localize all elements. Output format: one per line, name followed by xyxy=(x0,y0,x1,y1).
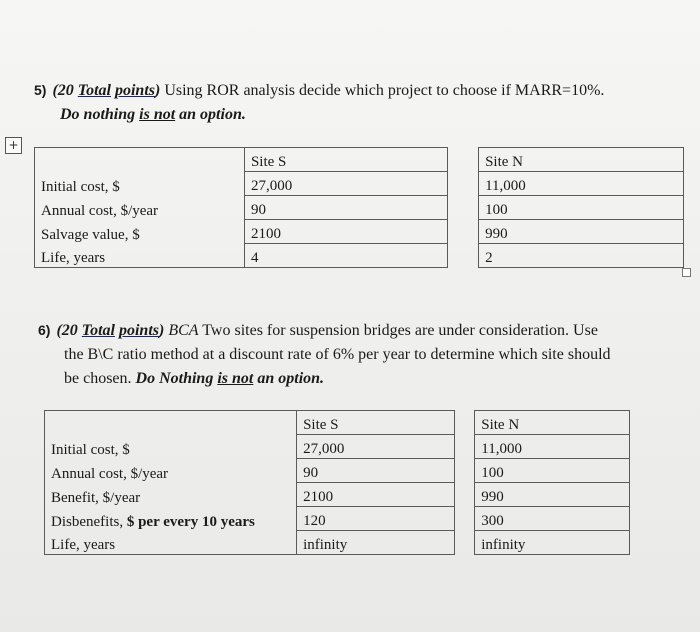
table-header-row xyxy=(45,411,630,435)
table-header-site-n: Site N xyxy=(479,148,684,172)
row-label: Life, years xyxy=(35,244,245,268)
row-label: Initial cost, $ xyxy=(35,172,245,196)
site-s-value: 4 xyxy=(244,244,447,268)
table-header-site-s: Site S xyxy=(297,411,455,435)
question-6-bca: BCA xyxy=(164,322,199,339)
site-n-value: infinity xyxy=(475,531,630,555)
site-s-value: 27,000 xyxy=(244,172,447,196)
table-header-site-n: Site N xyxy=(475,411,630,435)
table-row xyxy=(45,531,630,555)
table-row xyxy=(35,220,684,244)
table-row xyxy=(45,507,630,531)
question-5-points: (20 Total points) xyxy=(52,82,161,99)
site-s-value: 27,000 xyxy=(297,435,455,459)
question-6-text-line2: the B\C ratio method at a discount rate of 6% per year to determine which site should xyxy=(64,346,611,363)
site-s-value: infinity xyxy=(297,531,455,555)
table-q5 xyxy=(34,147,684,268)
table-gap xyxy=(454,435,475,459)
table-gap xyxy=(447,172,478,196)
row-label: Disbenefits, $ per every 10 years xyxy=(45,507,297,531)
question-6 xyxy=(38,318,688,391)
row-label: Annual cost, $/year xyxy=(45,459,297,483)
question-6-number: 6) xyxy=(38,322,51,338)
site-s-value: 2100 xyxy=(244,220,447,244)
site-n-value: 100 xyxy=(475,459,630,483)
question-5 xyxy=(34,78,684,127)
question-6-points: (20 Total points) xyxy=(56,322,165,339)
row-label: Annual cost, $/year xyxy=(35,196,245,220)
site-n-value: 300 xyxy=(475,507,630,531)
table-row xyxy=(35,244,684,268)
table-gap xyxy=(454,459,475,483)
row-label: Initial cost, $ xyxy=(45,435,297,459)
table-gap xyxy=(447,244,478,268)
table-gap xyxy=(447,148,478,172)
site-n-value: 100 xyxy=(479,196,684,220)
site-n-value: 11,000 xyxy=(479,172,684,196)
table-gap xyxy=(454,483,475,507)
table-cell-empty xyxy=(35,148,245,172)
site-n-value: 990 xyxy=(479,220,684,244)
site-s-value: 90 xyxy=(244,196,447,220)
question-5-note: Do nothing is not an option. xyxy=(60,106,246,123)
table-row xyxy=(35,172,684,196)
site-n-value: 2 xyxy=(479,244,684,268)
site-s-value: 90 xyxy=(297,459,455,483)
table-row xyxy=(45,483,630,507)
table-q6 xyxy=(44,410,630,555)
table-gap xyxy=(454,411,475,435)
table-gap xyxy=(454,507,475,531)
site-n-value: 990 xyxy=(475,483,630,507)
site-s-value: 120 xyxy=(297,507,455,531)
question-6-text-line3: be chosen. Do Nothing is not an option. xyxy=(64,370,325,387)
table-gap xyxy=(447,220,478,244)
table-row xyxy=(35,196,684,220)
question-6-text-line1: Two sites for suspension bridges are under consideration. Use xyxy=(198,322,598,339)
site-n-value: 11,000 xyxy=(475,435,630,459)
row-label: Life, years xyxy=(45,531,297,555)
table-gap xyxy=(454,531,475,555)
row-label: Salvage value, $ xyxy=(35,220,245,244)
row-label: Benefit, $/year xyxy=(45,483,297,507)
table-row xyxy=(45,459,630,483)
table-row xyxy=(45,435,630,459)
table-header-row xyxy=(35,148,684,172)
table-gap xyxy=(447,196,478,220)
question-5-number: 5) xyxy=(34,82,47,98)
question-5-text: Using ROR analysis decide which project to choose if MARR=10%. xyxy=(160,82,605,99)
table-header-site-s: Site S xyxy=(244,148,447,172)
table-cell-empty xyxy=(45,411,297,435)
table-move-handle-icon[interactable]: + xyxy=(5,137,22,154)
table-resize-handle-icon[interactable] xyxy=(682,268,691,277)
site-s-value: 2100 xyxy=(297,483,455,507)
